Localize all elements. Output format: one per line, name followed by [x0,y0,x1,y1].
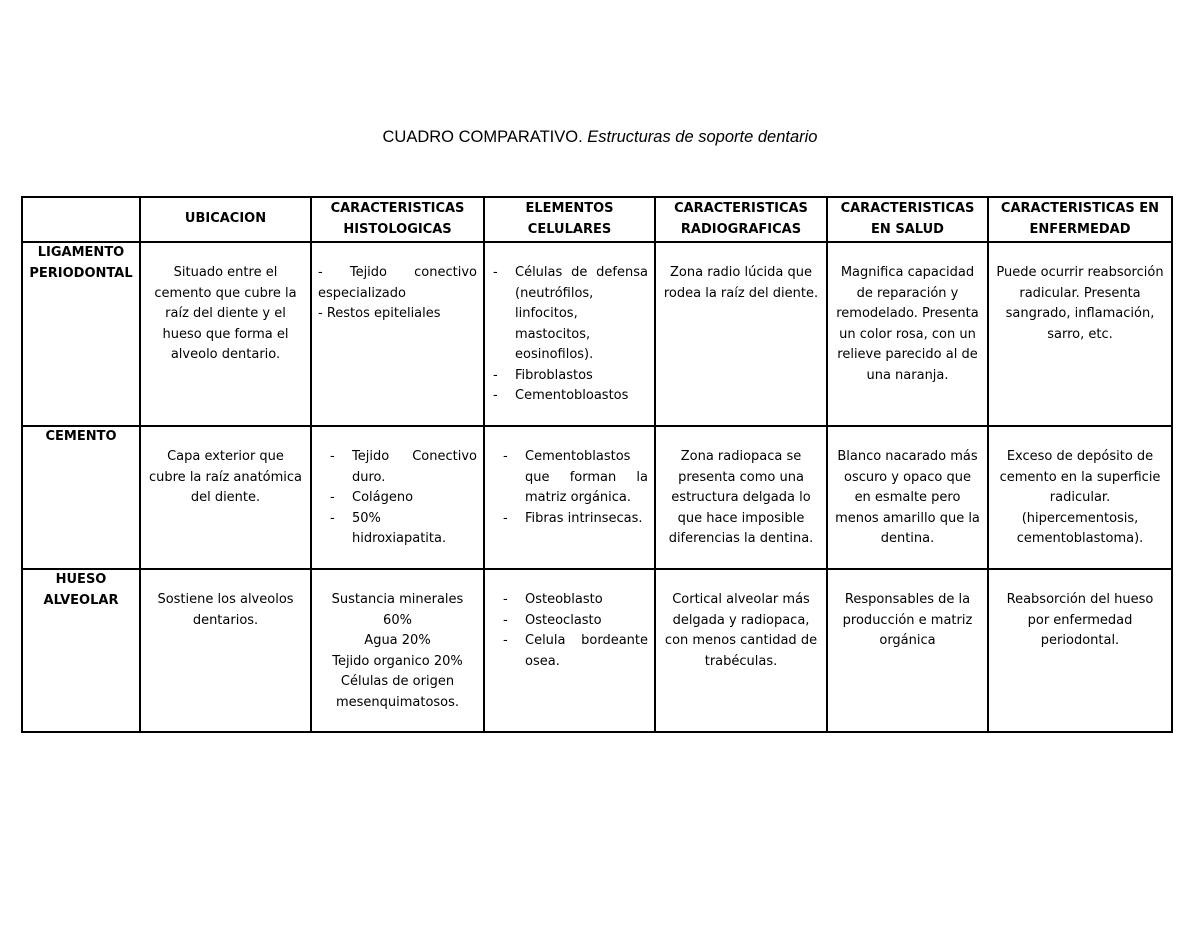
header-salud: CARACTERISTICAS EN SALUD [827,197,988,242]
comparison-table [21,196,1173,733]
list-item: - Celula bordeante osea. [501,631,648,672]
header-ubicacion: UBICACION [140,197,311,242]
list-item: Células de origen mesenquimatosos. [335,674,460,710]
cell-ubicacion: Capa exterior que cubre la raíz anatómica del diente. [140,426,311,569]
table-row [22,426,1172,569]
header-celulares: ELEMENTOS CELULARES [484,197,655,242]
table-row [22,569,1172,732]
list-item: - Fibroblastos [491,366,648,387]
cell-histologicas [311,569,484,732]
document-title [0,128,1200,147]
cell-radiograficas: Zona radiopaca se presenta como una estructura delgada lo que hace imposible diferencias la dentina. [655,426,827,569]
list-item: Tejido organico 20% [332,653,463,669]
list-item: Agua 20% [364,633,431,648]
cell-enfermedad: Puede ocurrir reabsorción radicular. Presenta sangrado, inflamación, sarro, etc. [988,242,1172,426]
cell-salud: Responsables de la producción e matriz orgánica [827,569,988,732]
list-item: - Osteoblasto [501,590,648,611]
list-item: - Fibras intrinsecas. [501,509,648,530]
cell-celulares [484,242,655,426]
cell-ubicacion: Sostiene los alveolos dentarios. [140,569,311,732]
header-empty [22,197,140,242]
cell-salud: Magnifica capacidad de reparación y remodelado. Presenta un color rosa, con un relieve parecido al de una naranja. [827,242,988,426]
cell-salud: Blanco nacarado más oscuro y opaco que en esmalte pero menos amarillo que la dentina. [827,426,988,569]
cell-histologicas [311,242,484,426]
table-header-row [22,197,1172,242]
cell-celulares [484,426,655,569]
cell-enfermedad: Exceso de depósito de cemento en la superficie radicular. (hipercementosis, cementoblastoma). [988,426,1172,569]
list-item: - Cementoblastos que forman la matriz orgánica. [501,447,648,509]
cell-histologicas [311,426,484,569]
table-row [22,242,1172,426]
list-item: - Tejido conectivo especializado [318,265,477,301]
row-label: LIGAMENTO PERIODONTAL [22,242,140,426]
row-label: CEMENTO [22,426,140,569]
list-item: Sustancia minerales 60% [331,592,464,628]
list-item: - Tejido Conectivo duro. [328,447,477,488]
row-label: HUESO ALVEOLAR [22,569,140,732]
cell-ubicacion: Situado entre el cemento que cubre la raíz del diente y el hueso que forma el alveolo dentario. [140,242,311,426]
cell-radiograficas: Cortical alveolar más delgada y radiopaca, con menos cantidad de trabéculas. [655,569,827,732]
list-item: - 50% hidroxiapatita. [328,509,477,550]
title-main: CUADRO COMPARATIVO. [382,128,583,146]
list-item: - Colágeno [328,488,477,509]
title-subtitle: Estructuras de soporte dentario [587,128,818,146]
list-item: - Cementobloastos [491,386,648,407]
header-histologicas: CARACTERISTICAS HISTOLOGICAS [311,197,484,242]
cell-celulares [484,569,655,732]
list-item: - Restos epiteliales [318,306,441,321]
list-item: - Células de defensa (neutrófilos, linfocitos, mastocitos, eosinofilos). [491,263,648,366]
cell-enfermedad: Reabsorción del hueso por enfermedad periodontal. [988,569,1172,732]
list-item: - Osteoclasto [501,611,648,632]
cell-radiograficas: Zona radio lúcida que rodea la raíz del diente. [655,242,827,426]
header-enfermedad: CARACTERISTICAS EN ENFERMEDAD [988,197,1172,242]
header-radiograficas: CARACTERISTICAS RADIOGRAFICAS [655,197,827,242]
